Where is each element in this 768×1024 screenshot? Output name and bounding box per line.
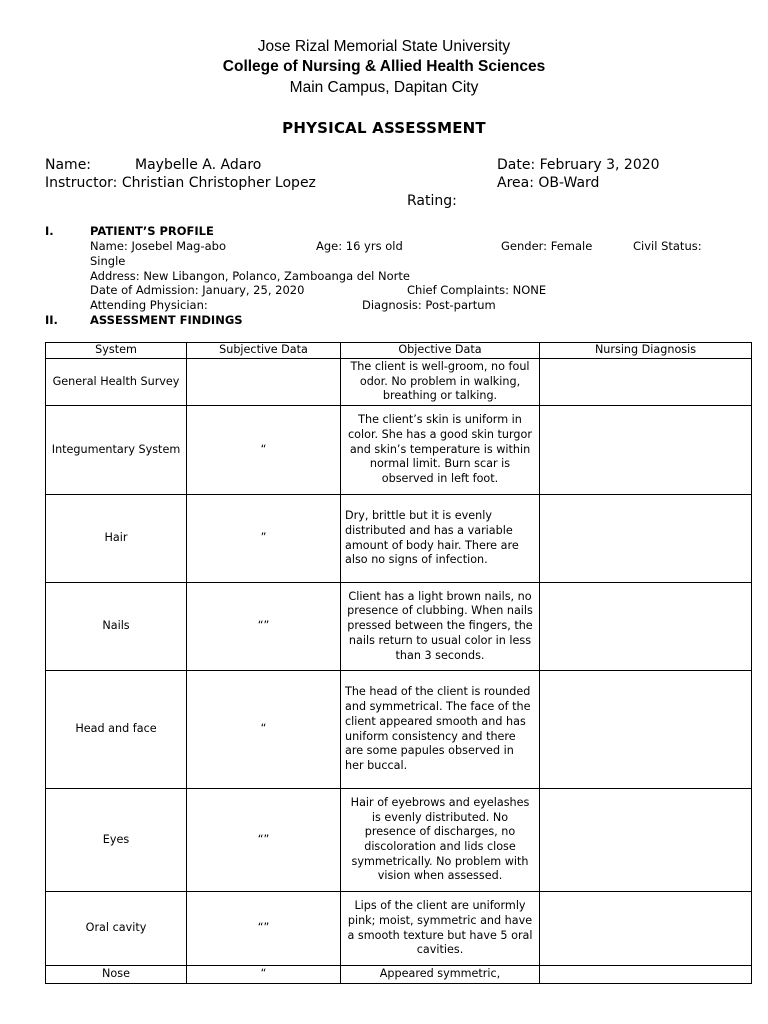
document-title: PHYSICAL ASSESSMENT [282,119,486,137]
table-row [46,583,752,671]
name-label: Name: [45,157,92,173]
objective-cell: Lips of the client are uniformly pink; moist, symmetric and have a smooth texture but have 5 oral cavities. [341,892,540,966]
objective-cell: The client is well-groom, no foul odor. No problem in walking, breathing or talking. [341,359,540,406]
subjective-cell: “ [187,406,341,495]
objective-cell: Appeared symmetric, [341,966,540,984]
diagnosis-cell [540,892,752,966]
subjective-cell: “” [187,583,341,671]
patient-age: Age: 16 yrs old [316,239,403,253]
diagnosis-cell [540,495,752,583]
column-header-objective: Objective Data [341,343,540,359]
subjective-cell: ” [187,495,341,583]
system-cell: Eyes [46,789,187,892]
table-header-row [46,343,752,359]
attending-physician: Attending Physician: [90,298,208,312]
diagnosis-cell [540,671,752,789]
assessment-table [45,342,752,984]
subjective-cell: “” [187,789,341,892]
system-cell: Nails [46,583,187,671]
objective-cell: Client has a light brown nails, no presence of clubbing. When nails pressed between the fingers, the nails return to usual color in less than 3 seconds. [341,583,540,671]
table-row [46,406,752,495]
subjective-cell: “ [187,966,341,984]
patient-gender: Gender: Female [501,239,593,253]
subjective-cell [187,359,341,406]
table-row [46,495,752,583]
civil-status-label: Civil Status: [633,239,702,253]
objective-cell: The head of the client is rounded and symmetrical. The face of the client appeared smooth and has uniform consistency and there are some papules observed in her buccal. [341,671,540,789]
system-cell: Integumentary System [46,406,187,495]
campus-name: Main Campus, Dapitan City [289,79,479,96]
objective-cell: The client’s skin is uniform in color. She has a good skin turgor and skin’s temperature is within normal limit. Burn scar is observed in left foot. [341,406,540,495]
column-header-system: System [46,343,187,359]
subjective-cell: “ [187,671,341,789]
column-header-diagnosis: Nursing Diagnosis [540,343,752,359]
civil-status-value: Single [90,254,126,268]
system-cell: Head and face [46,671,187,789]
area-field: Area: OB-Ward [497,175,600,191]
diagnosis-cell [540,406,752,495]
patient-address: Address: New Libangon, Polanco, Zamboanga del Norte [90,269,410,283]
section-1-title: PATIENT’S PROFILE [90,224,214,238]
objective-cell: Hair of eyebrows and eyelashes is evenly distributed. No presence of discharges, no discoloration and lids close symmetrically. No problem with vision when assessed. [341,789,540,892]
system-cell: Oral cavity [46,892,187,966]
subjective-cell: “” [187,892,341,966]
system-cell: General Health Survey [46,359,187,406]
section-2-number: II. [45,313,58,327]
diagnosis-cell [540,789,752,892]
system-cell: Hair [46,495,187,583]
table-row [46,789,752,892]
table-row [46,359,752,406]
diagnosis-cell [540,966,752,984]
diagnosis: Diagnosis: Post-partum [362,298,496,312]
diagnosis-cell [540,359,752,406]
student-name: Maybelle A. Adaro [135,157,262,173]
college-name: College of Nursing & Allied Health Sciences [222,58,546,75]
table-row [46,966,752,984]
objective-cell: Dry, brittle but it is evenly distributed and has a variable amount of body hair. There are also no signs of infection. [341,495,540,583]
table-row [46,671,752,789]
chief-complaints: Chief Complaints: NONE [407,283,547,297]
instructor-field: Instructor: Christian Christopher Lopez [45,175,316,191]
patient-name: Name: Josebel Mag-abo [90,239,226,253]
date-field: Date: February 3, 2020 [497,157,660,173]
section-2-title: ASSESSMENT FINDINGS [90,313,243,327]
admission-date: Date of Admission: January, 25, 2020 [90,283,305,297]
column-header-subjective: Subjective Data [187,343,341,359]
diagnosis-cell [540,583,752,671]
section-1-number: I. [45,224,54,238]
table-row [46,892,752,966]
university-name: Jose Rizal Memorial State University [257,38,511,55]
system-cell: Nose [46,966,187,984]
rating-field: Rating: [407,193,457,209]
